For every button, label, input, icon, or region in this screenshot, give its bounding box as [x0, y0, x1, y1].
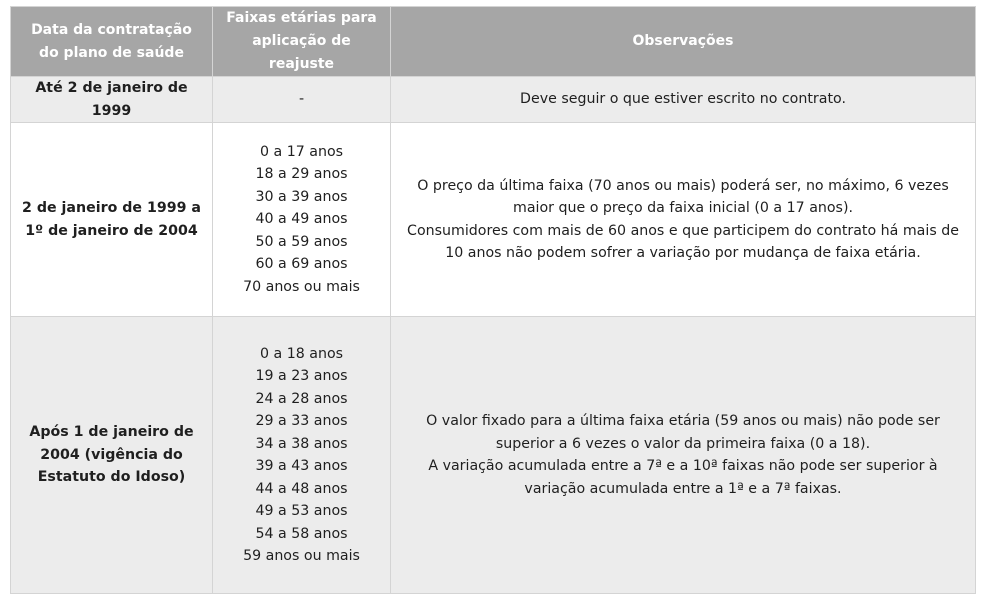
age-bracket-item: 60 a 69 anos: [255, 256, 348, 273]
header-observations: Observações: [391, 7, 976, 77]
header-row: [11, 7, 976, 77]
age-bracket-item: -: [298, 91, 305, 108]
header-age-brackets: Faixas etárias para aplicação de reajuste: [213, 7, 391, 77]
age-bracket-item: 18 a 29 anos: [255, 166, 348, 183]
observation-text: Deve seguir o que estiver escrito no contrato.: [520, 91, 846, 108]
age-bracket-item: 19 a 23 anos: [255, 368, 348, 384]
age-bracket-item: 0 a 17 anos: [259, 143, 344, 160]
age-bracket-item: 24 a 28 anos: [255, 390, 348, 407]
age-bracket-item: 34 a 38 anos: [255, 435, 348, 452]
table-row: [11, 123, 976, 317]
age-bracket-item: 59 anos ou mais: [243, 548, 360, 564]
contract-date-cell: 2 de janeiro de 1999 a 1º de janeiro de 2004: [11, 123, 213, 317]
observations-cell: [391, 317, 976, 594]
observation-text: A variação acumulada entre a 7ª e a 10ª faixas não pode ser superior à variação acumulada entre a 1ª e a 7ª faixas.: [428, 458, 938, 497]
age-bracket-item: 40 a 49 anos: [255, 211, 348, 228]
age-bracket-item: 49 a 53 anos: [255, 503, 348, 519]
age-bracket-item: 50 a 59 anos: [255, 233, 348, 250]
age-bracket-item: 54 a 58 anos: [255, 525, 348, 542]
age-bracket-item: 70 anos ou mais: [243, 278, 360, 295]
observations-cell: [391, 123, 976, 317]
age-bracket-item: 0 a 18 anos: [259, 345, 344, 362]
observation-text: Consumidores com mais de 60 anos e que participem do contrato há mais de 10 anos não podem sofrer a variação por mudança de faixa etária.: [407, 222, 959, 261]
age-bracket-item: 44 a 48 anos: [255, 480, 348, 497]
table-row: [11, 77, 976, 123]
age-brackets-cell: [213, 317, 391, 594]
table-row: [11, 317, 976, 594]
age-bracket-item: 39 a 43 anos: [255, 458, 348, 474]
age-bracket-item: 29 a 33 anos: [255, 413, 348, 429]
age-brackets-cell: [213, 123, 391, 317]
age-bracket-item: 30 a 39 anos: [255, 188, 348, 205]
age-bracket-table: [10, 6, 976, 594]
contract-date-cell: Após 1 de janeiro de 2004 (vigência do Estatuto do Idoso): [11, 317, 213, 594]
observations-cell: [391, 77, 976, 123]
observation-text: O valor fixado para a última faixa etária (59 anos ou mais) não pode ser superior a 6 vezes o valor da primeira faixa (0 a 18).: [426, 413, 940, 452]
header-contract-date: Data da contratação do plano de saúde: [11, 7, 213, 77]
age-brackets-cell: [213, 77, 391, 123]
contract-date-cell: Até 2 de janeiro de 1999: [11, 77, 213, 123]
observation-text: O preço da última faixa (70 anos ou mais) poderá ser, no máximo, 6 vezes maior que o preço da faixa inicial (0 a 17 anos).: [417, 177, 949, 216]
